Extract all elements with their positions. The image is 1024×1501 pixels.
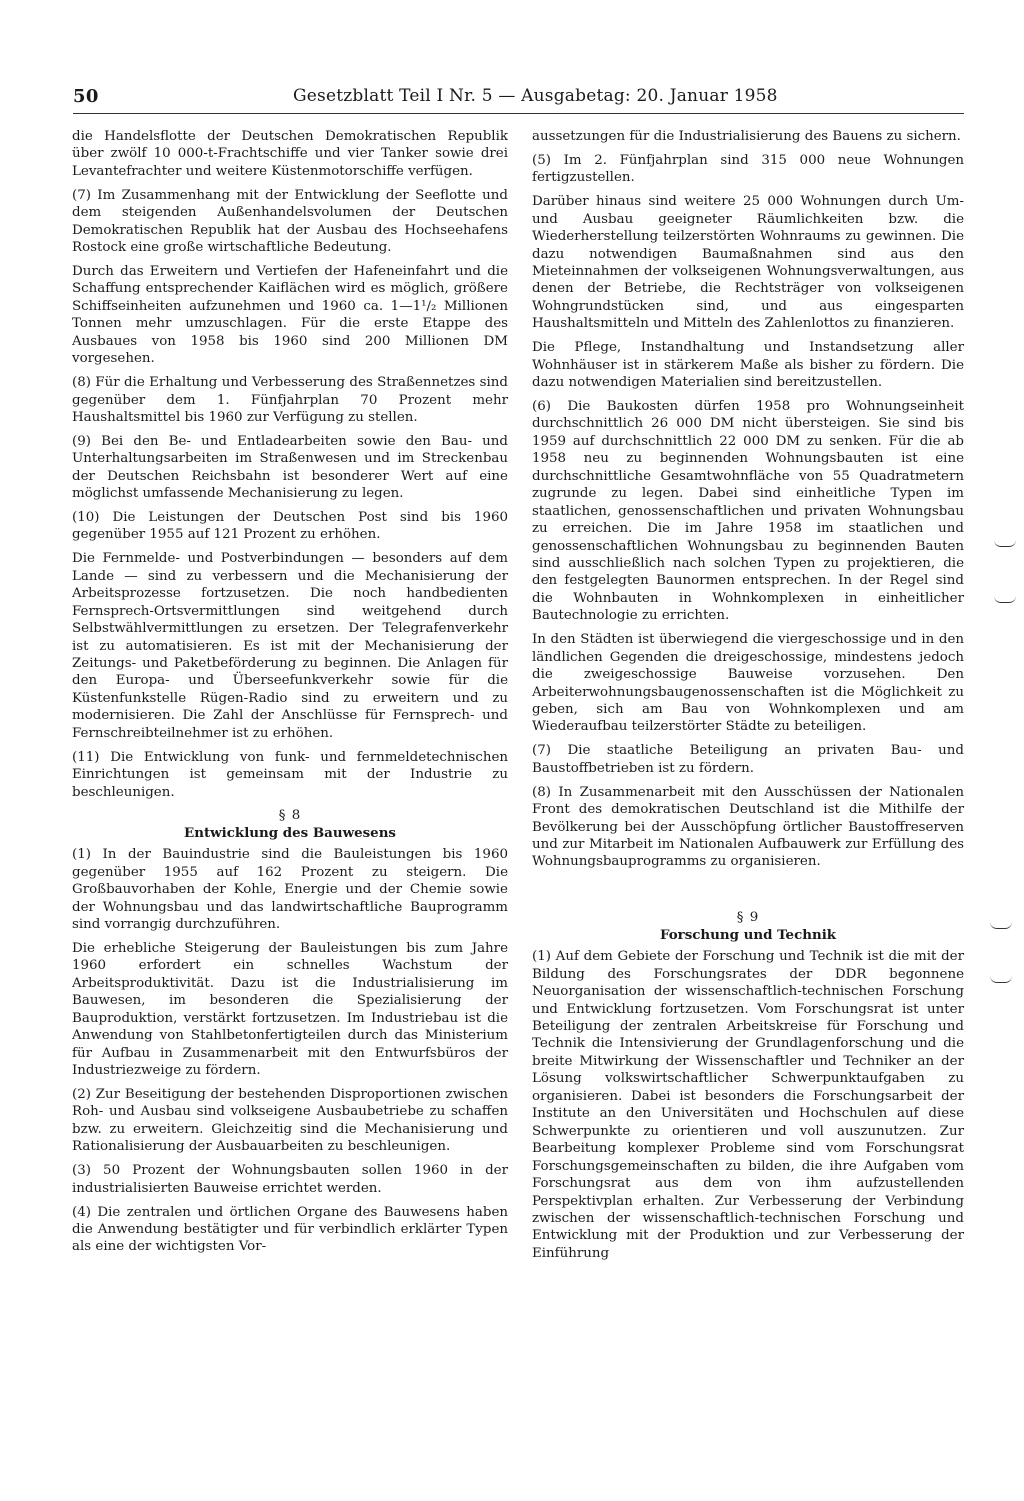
running-title: Gesetzblatt Teil I Nr. 5 — Ausgabetag: 20. Januar 1958 <box>293 86 778 106</box>
paragraph: Die erhebliche Steigerung der Bauleistungen bis zum Jahre 1960 erfordert ein schnelles Wachstum der Arbeitsproduktivität. Dazu ist die Industrialisierung im Bauwesen, im besonderen die Spezialisierung der Bauproduktion, verstärkt fortzusetzen. Im Industriebau ist die Anwendung von Stahlbetonfertigteilen durch das Ministerium für Aufbau in Zusammenarbeit mit den Entwurfsbüros der Industriezweige zu fördern. <box>72 941 508 1079</box>
paragraph: die Handelsflotte der Deutschen Demokratischen Republik über zwölf 10 000-t-Frachtschiffe und vier Tanker sowie drei Levantefrachter und weitere Küstenmotorschiffe verfügen. <box>72 129 508 179</box>
left-column <box>72 128 508 1262</box>
paragraph: Die Pflege, Instandhaltung und Instandsetzung aller Wohnhäuser ist in stärkerem Maße als bisher zu fördern. Die dazu notwendigen Materialien sind bereitzustellen. <box>532 340 964 391</box>
section-title: Forschung und Technik <box>659 926 837 943</box>
paragraph: (8) In Zusammenarbeit mit den Ausschüssen der Nationalen Front des demokratischen Deutschland ist die Mithilfe der Bevölkerung bei der Ausschöpfung örtlicher Baustoffreserven und zur Mitarbeit im Nationalen Aufbauwerk zur Erfüllung des Wohnungsbauprogramms zu organisieren. <box>532 784 964 870</box>
page-number: 50 <box>73 86 99 107</box>
paragraph: (10) Die Leistungen der Deutschen Post sind bis 1960 gegenüber 1955 auf 121 Prozent zu erhöhen. <box>72 510 508 543</box>
right-column <box>532 128 964 1269</box>
header-rule <box>73 113 964 114</box>
paragraph: (9) Bei den Be- und Entladearbeiten sowie den Bau- und Unterhaltungsarbeiten im Straßenwesen und im Streckenbau der Deutschen Reichsbahn ist besonderer Wert auf eine möglichst umfassende Mechanisierung zu legen. <box>72 433 508 502</box>
margin-mark <box>994 596 1016 603</box>
paragraph: (11) Die Entwicklung von funk- und fernmeldetechnischen Einrichtungen ist gemeinsam mit der Industrie zu beschleunigen. <box>72 749 508 800</box>
paragraph: (8) Für die Erhaltung und Verbesserung des Straßennetzes sind gegenüber dem 1. Fünfjahrplan 70 Prozent mehr Haushaltsmittel bis 1960 zur Verfügung zu stellen. <box>72 375 508 425</box>
section-number: § 8 <box>278 808 302 824</box>
paragraph: (7) Im Zusammenhang mit der Entwicklung der Seeflotte und dem steigenden Außenhandelsvolumen der Deutschen Demokratischen Republik hat der Ausbau des Hochseehafens Rostock eine große wirtschaftliche Bedeutung. <box>72 187 508 256</box>
page-header <box>73 86 964 116</box>
paragraph: (6) Die Baukosten dürfen 1958 pro Wohnungseinheit durchschnittlich 26 000 DM nicht übersteigen. Sie sind bis 1959 auf durchschnittlich 22 000 DM zu senken. Für die ab 1958 neu zu beginnenden Wohnungsbauten ist eine durchschnittliche Gesamtwohnfläche von 55 Quadratmetern zugrunde zu legen. Dabei sind einheitliche Typen im staatlichen, genossenschaftlichen und privaten Wohnungsbau zu erreichen. Die im Jahre 1958 im staatlichen und genossenschaftlichen Wohnungsbau zu beginnenden Bauten sind ausschließlich nach solchen Typen zu projektieren, die den festgelegten Baunormen entsprechen. In der Regel sind die Wohnbauten in Wohnkomplexen in einheitlicher Bautechnologie zu errichten. <box>532 398 964 624</box>
paragraph: In den Städten ist überwiegend die viergeschossige und in den ländlichen Gegenden die dreigeschossige, mindestens jedoch die zweigeschossige Bauweise vorzusehen. Den Arbeiterwohnungsbaugenossenschaften ist die Möglichkeit zu geben, sich am Bau von Wohnkomplexen und am Wiederaufbau teilzerstörter Städte zu beteiligen. <box>532 632 964 735</box>
section-spacer <box>532 877 964 909</box>
paragraph: Durch das Erweitern und Vertiefen der Hafeneinfahrt und die Schaffung entsprechender Kaiflächen wird es möglich, größere Schiffseinheiten aufzunehmen und 1960 ca. 1—1¹/₂ Millionen Tonnen mehr umzuschlagen. Für die erste Etappe des Ausbaues von 1958 bis 1960 sind 200 Millionen DM vorgesehen. <box>72 263 508 367</box>
paragraph: Die Fernmelde- und Postverbindungen — besonders auf dem Lande — sind zu verbessern und die Mechanisierung der Arbeitsprozesse fortzusetzen. Die noch handbedienten Fernsprech-Ortsvermittlungen sind weitgehend durch Selbstwählvermittlungen zu ersetzen. Der Telegrafenverkehr ist zu automatisieren. Es ist mit der Mechanisierung der Zeitungs- und Paketbeförderung zu beginnen. Die Anlagen für den Europa- und Überseefunkverkehr sowie für die Küstenfunkstelle Rügen-Radio sind zu erweitern und zu modernisieren. Die Zahl der Anschlüsse für Fernsprech- und Fernschreibteilnehmer ist zu erhöhen. <box>72 551 508 741</box>
margin-mark <box>990 922 1012 929</box>
paragraph: (7) Die staatliche Beteiligung an privaten Bau- und Baustoffbetrieben ist zu fördern. <box>532 743 964 776</box>
section-title: Entwicklung des Bauwesens <box>184 824 396 841</box>
paragraph: (5) Im 2. Fünfjahrplan sind 315 000 neue Wohnungen fertigzustellen. <box>532 152 964 186</box>
margin-mark <box>990 976 1012 983</box>
margin-mark <box>994 540 1016 547</box>
paragraph: (1) In der Bauindustrie sind die Bauleistungen bis 1960 gegenüber 1955 auf 162 Prozent zu steigern. Die Großbauvorhaben der Kohle, Energie und der Chemie sowie der Wohnungsbau und das landwirtschaftliche Bauprogramm sind vorrangig durchzuführen. <box>72 847 508 933</box>
paragraph: (2) Zur Beseitigung der bestehenden Disproportionen zwischen Roh- und Ausbau sind volkseigene Ausbaubetriebe zu schaffen bzw. zu erweitern. Gleichzeitig sind die Mechanisierung und Rationalisierung der Ausbauarbeiten zu beschleunigen. <box>72 1087 508 1155</box>
paragraph: aussetzungen für die Industrialisierung des Bauens zu sichern. <box>532 129 961 144</box>
paragraph: (4) Die zentralen und örtlichen Organe des Bauwesens haben die Anwendung bestätigter und für verbindlich erklärter Typen als eine der wichtigsten Vor- <box>72 1204 508 1255</box>
paragraph: Darüber hinaus sind weitere 25 000 Wohnungen durch Um- und Ausbau geeigneter Räumlichkeiten bzw. die Wiederherstellung teilzerstörten Wohnraums zu gewinnen. Die dazu notwendigen Baumaßnahmen sind aus den Mieteinnahmen der volkseigenen Wohnungsverwaltungen, aus denen der Betriebe, die Rechtsträger von volkseigenen Wohngrundstücken sind, und aus eingesparten Haushaltsmitteln und Mitteln des Zahlenlottos zu finanzieren. <box>532 194 964 332</box>
section-number: § 9 <box>736 910 760 926</box>
paragraph: (1) Auf dem Gebiete der Forschung und Technik ist die mit der Bildung des Forschungsrates der DDR begonnene Neuorganisation der wissenschaftlich-technischen Forschung und Entwicklung fortzusetzen. Vom Forschungsrat ist unter Beteiligung der zentralen Arbeitskreise für Forschung und Technik die Intensivierung der Grundlagenforschung und die breite Mitwirkung der Wissenschaftler und Techniker an der Lösung volkswirtschaftlicher Schwerpunktaufgaben zu organisieren. Dabei ist besonders die Forschungsarbeit der Institute an den Universitäten und Hochschulen auf diese Schwerpunkte zu orientieren und voll auszunutzen. Zur Bearbeitung komplexer Probleme sind vom Forschungsrat Forschungsgemeinschaften zu bilden, die ihre Aufgaben vom Forschungsrat aus dem von ihm aufzustellenden Perspektivplan erhalten. Zur Verbesserung der Verbindung zwischen der wissenschaftlich-technischen Forschung und Entwicklung mit der Produktion und zur Verbesserung der Einführung <box>532 949 964 1261</box>
paragraph: (3) 50 Prozent der Wohnungsbauten sollen 1960 in der industrialisierten Bauweise errichtet werden. <box>72 1163 508 1196</box>
